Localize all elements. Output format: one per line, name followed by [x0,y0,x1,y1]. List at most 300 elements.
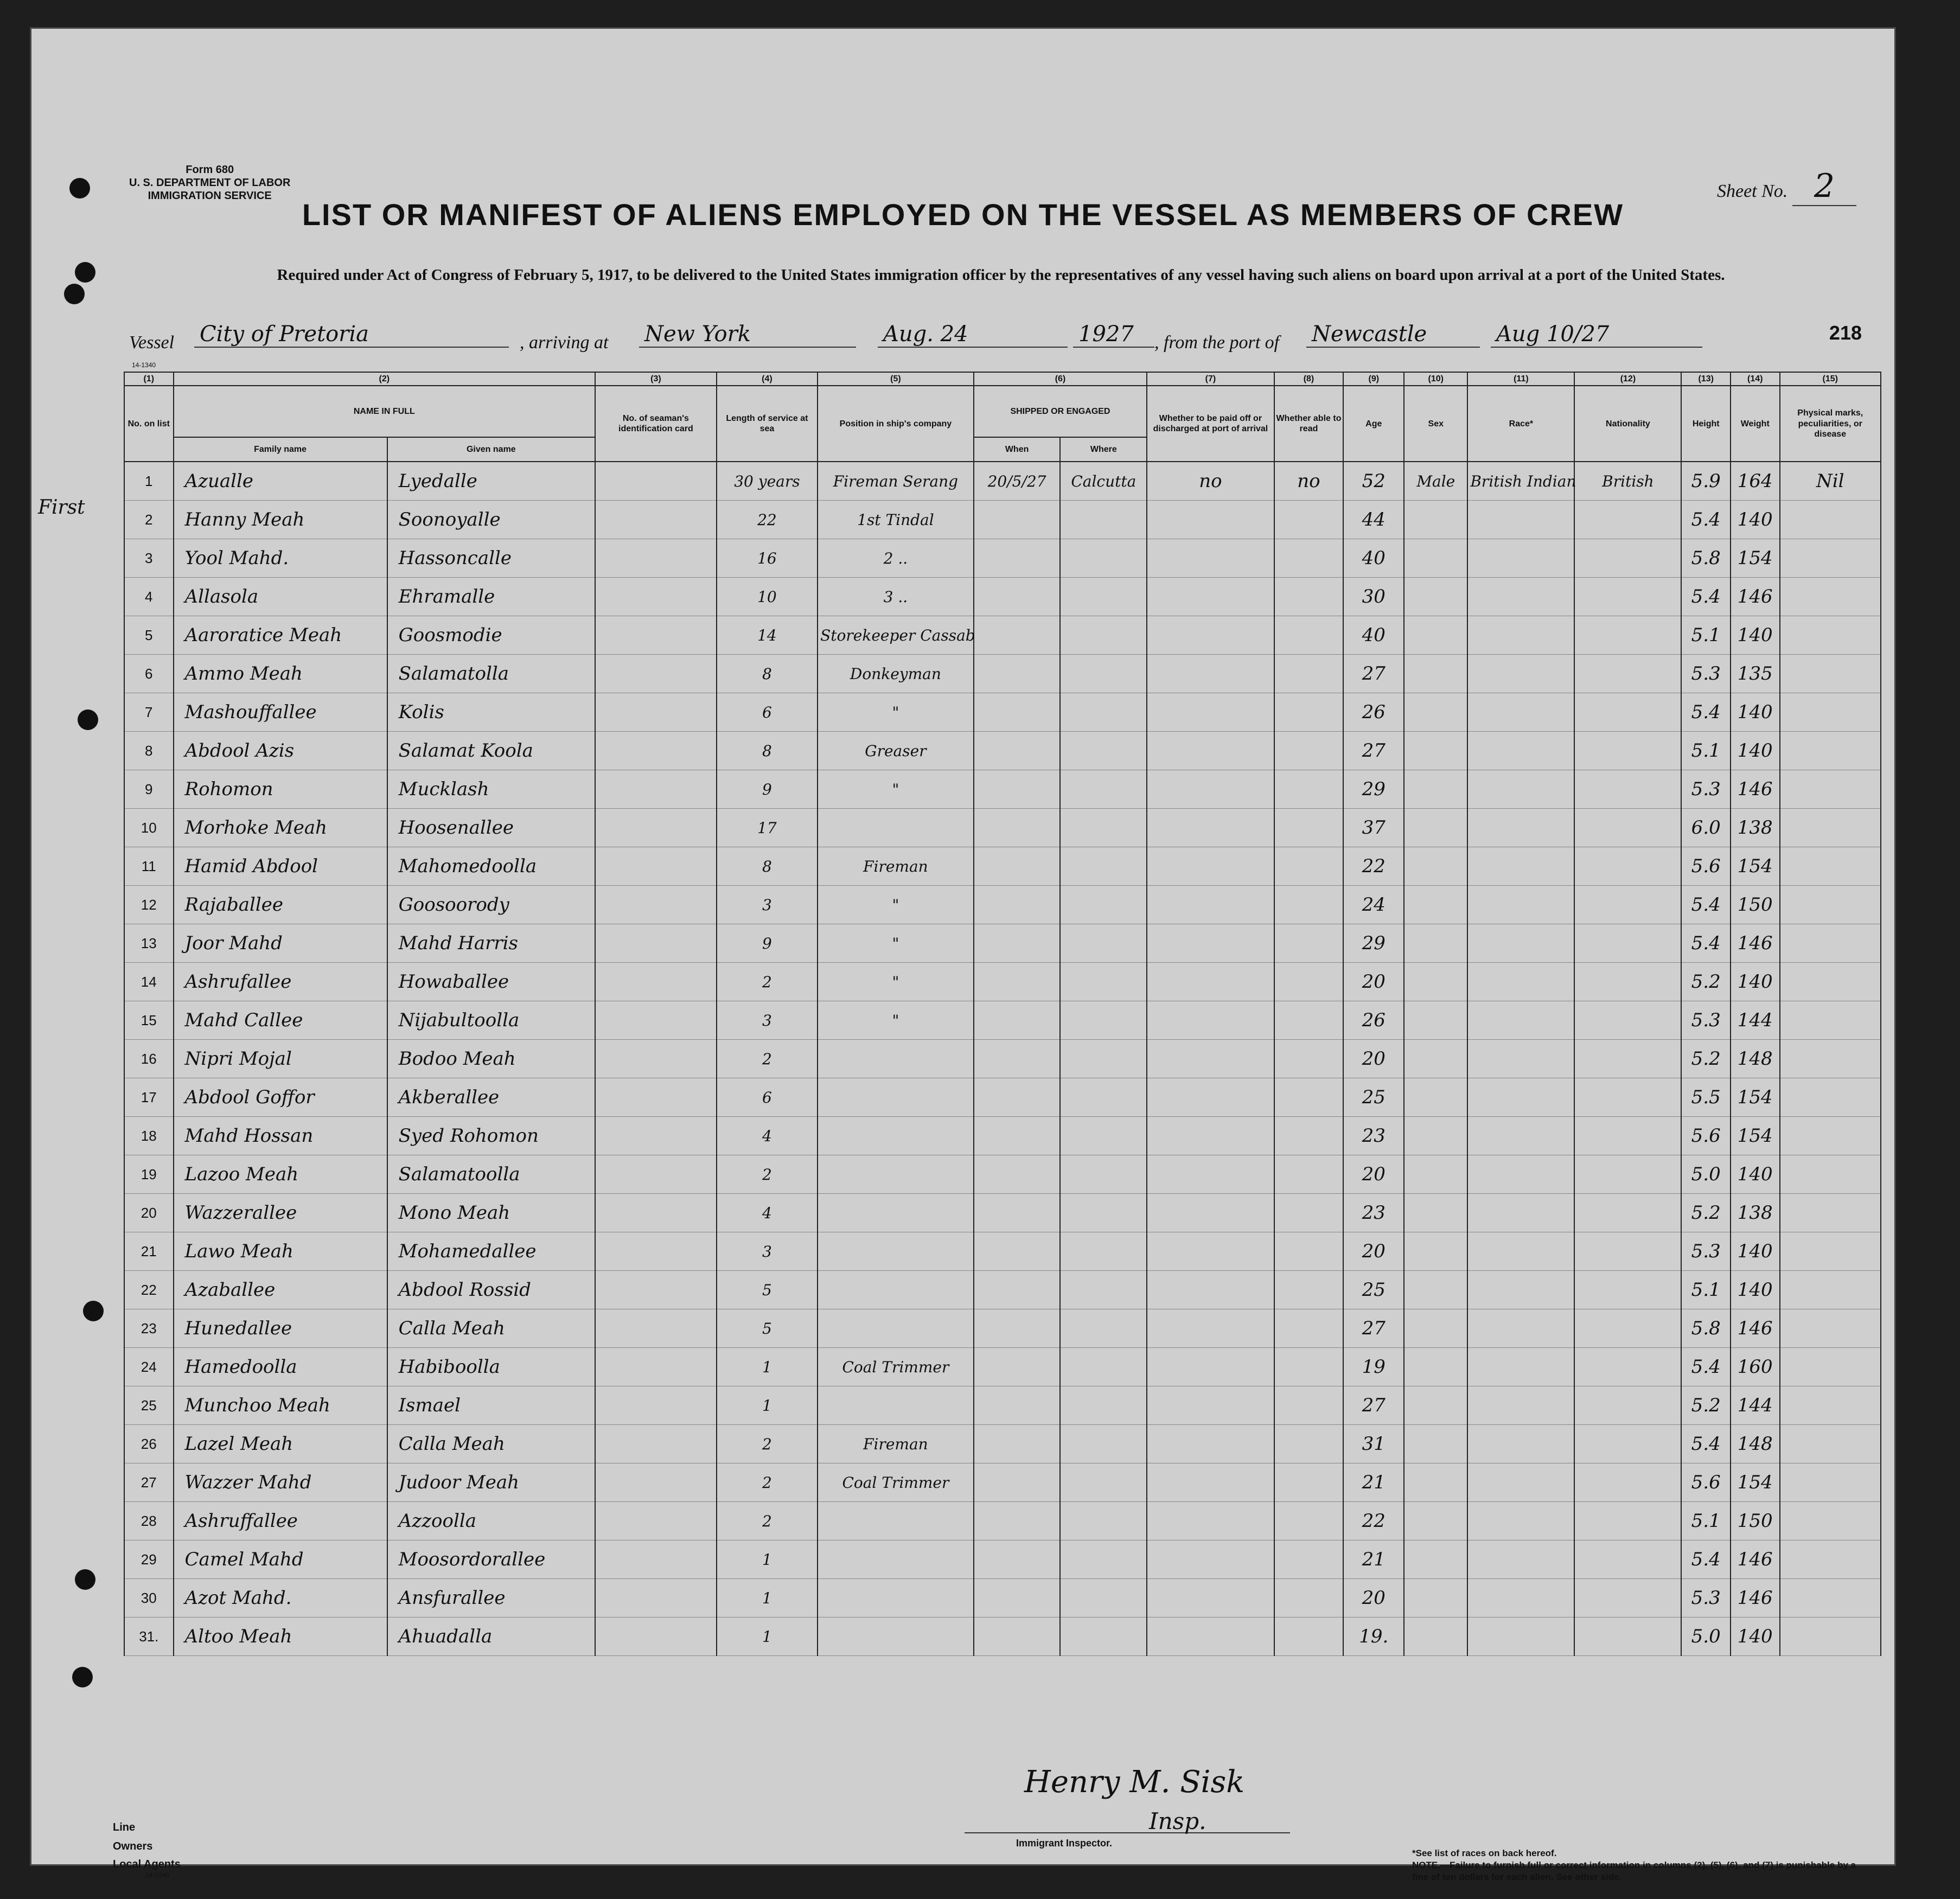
service-cell: 14 [717,616,818,655]
sheet-number-value: 2 [1792,167,1856,206]
sex-cell [1404,1309,1467,1348]
height-cell: 5.8 [1681,539,1731,578]
arrival-date: Aug. 24 [878,322,1068,348]
service-cell: 30 years [717,462,818,501]
age-cell: 23 [1343,1194,1404,1232]
given-name-cell: Salamatolla [387,655,595,693]
id-card-cell [595,539,717,578]
family-name-cell: Wazzerallee [174,1194,387,1232]
shipped-where-cell [1060,1309,1147,1348]
weight-cell: 146 [1731,1579,1780,1617]
family-name-cell: Mahd Hossan [174,1117,387,1155]
age-cell: 30 [1343,578,1404,616]
table-row [124,578,1881,616]
family-name-cell: Hanny Meah [174,501,387,539]
weight-cell: 140 [1731,1617,1780,1656]
no-cell: 8 [124,732,174,770]
weight-cell: 154 [1731,1117,1780,1155]
position-cell: Fireman [818,847,974,886]
id-card-cell [595,693,717,732]
marks-cell [1780,1194,1881,1232]
table-row [124,655,1881,693]
shipped-where-cell [1060,1040,1147,1078]
header-where: Where [1060,437,1147,462]
able-to-read-cell [1274,1617,1344,1656]
height-cell: 5.3 [1681,655,1731,693]
table-row [124,501,1881,539]
family-name-cell: Abdool Azis [174,732,387,770]
sex-cell [1404,963,1467,1001]
no-cell: 30 [124,1579,174,1617]
punch-hole [75,262,95,283]
shipped-when-cell [974,539,1061,578]
weight-cell: 146 [1731,1309,1780,1348]
marks-cell [1780,616,1881,655]
service-cell: 9 [717,770,818,809]
no-cell: 3 [124,539,174,578]
shipped-where-cell [1060,1540,1147,1579]
able-to-read-cell [1274,1425,1344,1463]
no-cell: 19 [124,1155,174,1194]
table-row [124,1386,1881,1425]
arriving-port: New York [639,322,856,348]
weight-cell: 148 [1731,1425,1780,1463]
col-num: (4) [717,372,818,386]
id-card-cell [595,1309,717,1348]
paid-off-cell [1147,1348,1274,1386]
able-to-read-cell [1274,1309,1344,1348]
arriving-label: , arriving at [520,333,609,353]
service-cell: 2 [717,1502,818,1540]
given-name-cell: Hoosenallee [387,809,595,847]
paid-off-cell [1147,1309,1274,1348]
paid-off-cell [1147,1040,1274,1078]
form-number: Form 680 [186,164,234,176]
position-cell: " [818,963,974,1001]
family-name-cell: Abdool Goffor [174,1078,387,1117]
vessel-label: Vessel [129,333,175,353]
position-cell [818,1117,974,1155]
print-code: 14-1340 [132,361,156,369]
inspector-label: Immigrant Inspector. [1016,1838,1113,1849]
marks-cell [1780,1309,1881,1348]
paid-off-cell [1147,1540,1274,1579]
crew-rows [124,462,1881,1656]
marks-cell [1780,1579,1881,1617]
paid-off-cell [1147,616,1274,655]
position-cell: " [818,886,974,924]
shipped-where-cell [1060,1194,1147,1232]
shipped-when-cell [974,693,1061,732]
marks-cell [1780,501,1881,539]
race-cell [1467,578,1574,616]
punch-hole [64,284,85,304]
service-cell: 2 [717,1463,818,1502]
position-cell [818,1579,974,1617]
nationality-cell [1574,1463,1681,1502]
weight-cell: 138 [1731,809,1780,847]
race-cell [1467,539,1574,578]
id-card-cell [595,1040,717,1078]
inspector-line [965,1832,1290,1833]
able-to-read-cell [1274,770,1344,809]
shipped-where-cell [1060,1155,1147,1194]
marks-cell [1780,1348,1881,1386]
table-row [124,462,1881,501]
family-name-cell: Lawo Meah [174,1232,387,1271]
weight-cell: 154 [1731,847,1780,886]
able-to-read-cell [1274,693,1344,732]
shipped-where-cell [1060,1617,1147,1656]
service-cell: 1 [717,1348,818,1386]
table-row [124,1579,1881,1617]
age-cell: 40 [1343,616,1404,655]
age-cell: 22 [1343,847,1404,886]
marks-cell [1780,847,1881,886]
position-cell [818,1271,974,1309]
id-card-cell [595,655,717,693]
position-cell [818,1617,974,1656]
shipped-where-cell [1060,693,1147,732]
header-height: Height [1681,386,1731,462]
race-cell [1467,693,1574,732]
given-name-cell: Goosmodie [387,616,595,655]
paid-off-cell [1147,1425,1274,1463]
table-row [124,809,1881,847]
given-name-cell: Nijabultoolla [387,1001,595,1040]
no-cell: 12 [124,886,174,924]
given-name-cell: Moosordorallee [387,1540,595,1579]
shipped-when-cell: 20/5/27 [974,462,1061,501]
line-label: Line [113,1821,136,1833]
race-cell [1467,809,1574,847]
sex-cell: Male [1404,462,1467,501]
family-name-cell: Camel Mahd [174,1540,387,1579]
weight-cell: 146 [1731,924,1780,963]
family-name-cell: Ashrufallee [174,963,387,1001]
service-cell: 9 [717,924,818,963]
service-cell: 6 [717,693,818,732]
shipped-when-cell [974,578,1061,616]
paid-off-cell [1147,501,1274,539]
weight-cell: 140 [1731,963,1780,1001]
weight-cell: 148 [1731,1040,1780,1078]
marks-cell [1780,1155,1881,1194]
age-cell: 21 [1343,1463,1404,1502]
family-name-cell: Hunedallee [174,1309,387,1348]
paid-off-cell [1147,1386,1274,1425]
table-row [124,1348,1881,1386]
sex-cell [1404,924,1467,963]
table-row [124,1309,1881,1348]
table-row [124,886,1881,924]
no-cell: 9 [124,770,174,809]
paid-off-cell [1147,1194,1274,1232]
height-cell: 5.6 [1681,1117,1731,1155]
shipped-when-cell [974,1271,1061,1309]
paid-off-cell [1147,1579,1274,1617]
sex-cell [1404,1194,1467,1232]
margin-note: First [38,496,85,519]
id-card-cell [595,963,717,1001]
position-cell [818,809,974,847]
height-cell: 5.1 [1681,616,1731,655]
department-name: U. S. DEPARTMENT OF LABOR [129,177,291,189]
race-cell [1467,1040,1574,1078]
height-cell: 5.2 [1681,1386,1731,1425]
shipped-when-cell [974,770,1061,809]
nationality-cell [1574,1232,1681,1271]
given-name-cell: Hassoncalle [387,539,595,578]
sex-cell [1404,1001,1467,1040]
sex-cell [1404,886,1467,924]
age-cell: 20 [1343,1579,1404,1617]
age-cell: 31 [1343,1425,1404,1463]
marks-cell [1780,770,1881,809]
id-card-cell [595,1155,717,1194]
age-cell: 20 [1343,1232,1404,1271]
footnote [1412,1847,1857,1883]
given-name-cell: Abdool Rossid [387,1271,595,1309]
table-row [124,1117,1881,1155]
position-cell [818,1540,974,1579]
shipped-where-cell [1060,1348,1147,1386]
no-cell: 17 [124,1078,174,1117]
age-cell: 27 [1343,1309,1404,1348]
position-cell [818,1232,974,1271]
header-sex: Sex [1404,386,1467,462]
family-name-cell: Aaroratice Meah [174,616,387,655]
marks-cell [1780,1078,1881,1117]
service-cell: 3 [717,1232,818,1271]
shipped-when-cell [974,1540,1061,1579]
marks-cell [1780,1463,1881,1502]
paid-off-cell [1147,1502,1274,1540]
paid-off-cell [1147,693,1274,732]
given-name-cell: Akberallee [387,1078,595,1117]
col-num: (13) [1681,372,1731,386]
departure-date: Aug 10/27 [1491,322,1702,348]
header-shipped-or-engaged: SHIPPED OR ENGAGED [974,386,1147,437]
height-cell: 5.1 [1681,1271,1731,1309]
weight-cell: 135 [1731,655,1780,693]
nationality-cell [1574,693,1681,732]
marks-cell [1780,1425,1881,1463]
shipped-where-cell [1060,963,1147,1001]
given-name-cell: Mahd Harris [387,924,595,963]
age-cell: 25 [1343,1078,1404,1117]
race-cell [1467,1348,1574,1386]
race-cell: British Indian [1467,462,1574,501]
shipped-when-cell [974,616,1061,655]
given-name-cell: Ismael [387,1386,595,1425]
table-row [124,1194,1881,1232]
able-to-read-cell [1274,501,1344,539]
no-cell: 20 [124,1194,174,1232]
given-name-cell: Judoor Meah [387,1463,595,1502]
id-card-cell [595,847,717,886]
service-cell: 8 [717,655,818,693]
race-cell [1467,847,1574,886]
shipped-where-cell [1060,616,1147,655]
id-card-cell [595,1463,717,1502]
table-row [124,693,1881,732]
punch-hole [69,178,90,199]
col-num: (9) [1343,372,1404,386]
height-cell: 5.2 [1681,1040,1731,1078]
header-no-on-list: No. on list [124,386,174,462]
vessel-name: City of Pretoria [194,322,509,348]
race-cell [1467,1425,1574,1463]
family-name-cell: Mahd Callee [174,1001,387,1040]
service-cell: 1 [717,1540,818,1579]
able-to-read-cell: no [1274,462,1344,501]
able-to-read-cell [1274,1463,1344,1502]
height-cell: 5.4 [1681,693,1731,732]
no-cell: 31. [124,1617,174,1656]
shipped-where-cell [1060,770,1147,809]
table-row [124,1232,1881,1271]
table-row [124,924,1881,963]
nationality-cell [1574,1078,1681,1117]
col-num: (7) [1147,372,1274,386]
sex-cell [1404,1232,1467,1271]
col-num: (5) [818,372,974,386]
family-name-cell: Yool Mahd. [174,539,387,578]
position-cell [818,1040,974,1078]
nationality-cell [1574,1617,1681,1656]
family-name-cell: Azot Mahd. [174,1579,387,1617]
given-name-cell: Mucklash [387,770,595,809]
shipped-where-cell [1060,1078,1147,1117]
header-name-in-full: NAME IN FULL [174,386,596,437]
sex-cell [1404,1155,1467,1194]
given-name-cell: Syed Rohomon [387,1117,595,1155]
nationality-cell [1574,847,1681,886]
shipped-where-cell [1060,578,1147,616]
table-row [124,963,1881,1001]
family-name-cell: Rohomon [174,770,387,809]
able-to-read-cell [1274,1271,1344,1309]
race-cell [1467,732,1574,770]
paid-off-cell [1147,1001,1274,1040]
given-name-cell: Soonoyalle [387,501,595,539]
able-to-read-cell [1274,1348,1344,1386]
sex-cell [1404,847,1467,886]
height-cell: 5.3 [1681,770,1731,809]
age-cell: 37 [1343,809,1404,847]
marks-cell [1780,1271,1881,1309]
paid-off-cell [1147,1078,1274,1117]
position-cell: Coal Trimmer [818,1463,974,1502]
family-name-cell: Wazzer Mahd [174,1463,387,1502]
position-cell: Coal Trimmer [818,1348,974,1386]
local-agents-label: Local Agents [113,1858,181,1870]
shipped-when-cell [974,1463,1061,1502]
no-cell: 25 [124,1386,174,1425]
able-to-read-cell [1274,732,1344,770]
sex-cell [1404,655,1467,693]
race-cell [1467,1001,1574,1040]
header-id-card: No. of seaman's identification card [595,386,717,462]
table-row [124,770,1881,809]
table-row [124,539,1881,578]
table-row [124,616,1881,655]
id-card-cell [595,578,717,616]
marks-cell: Nil [1780,462,1881,501]
weight-cell: 140 [1731,1232,1780,1271]
shipped-where-cell [1060,1463,1147,1502]
header-family-name: Family name [174,437,387,462]
id-card-cell [595,924,717,963]
position-cell: Storekeeper Cassab [818,616,974,655]
height-cell: 5.8 [1681,1309,1731,1348]
no-cell: 5 [124,616,174,655]
family-name-cell: Lazoo Meah [174,1155,387,1194]
position-cell [818,1502,974,1540]
header-position: Position in ship's company [818,386,974,462]
weight-cell: 154 [1731,1078,1780,1117]
weight-cell: 140 [1731,1155,1780,1194]
no-cell: 21 [124,1232,174,1271]
race-cell [1467,1463,1574,1502]
id-card-cell [595,1348,717,1386]
given-name-cell: Habiboolla [387,1348,595,1386]
col-num: (15) [1780,372,1881,386]
no-cell: 6 [124,655,174,693]
position-cell: 2 .. [818,539,974,578]
family-name-cell: Hamid Abdool [174,847,387,886]
shipped-where-cell [1060,847,1147,886]
sheet-number-label: Sheet No. [1717,181,1788,201]
service-cell: 1 [717,1579,818,1617]
sex-cell [1404,732,1467,770]
able-to-read-cell [1274,1579,1344,1617]
paid-off-cell [1147,963,1274,1001]
position-cell: " [818,693,974,732]
shipped-where-cell [1060,1425,1147,1463]
col-num: (12) [1574,372,1681,386]
page-number: 218 [1829,322,1862,344]
shipped-when-cell [974,1579,1061,1617]
inspector-title: Insp. [1149,1808,1206,1834]
height-cell: 5.6 [1681,847,1731,886]
id-card-cell [595,1078,717,1117]
service-cell: 10 [717,578,818,616]
nationality-cell [1574,1001,1681,1040]
weight-cell: 138 [1731,1194,1780,1232]
service-cell: 2 [717,1155,818,1194]
service-cell: 4 [717,1194,818,1232]
sex-cell [1404,809,1467,847]
race-cell [1467,886,1574,924]
marks-cell [1780,539,1881,578]
given-name-cell: Ahuadalla [387,1617,595,1656]
nationality-cell: British [1574,462,1681,501]
weight-cell: 154 [1731,1463,1780,1502]
service-cell: 2 [717,963,818,1001]
family-name-cell: Lazel Meah [174,1425,387,1463]
marks-cell [1780,963,1881,1001]
age-cell: 22 [1343,1502,1404,1540]
nationality-cell [1574,501,1681,539]
id-card-cell [595,1617,717,1656]
marks-cell [1780,886,1881,924]
nationality-cell [1574,1386,1681,1425]
no-cell: 11 [124,847,174,886]
shipped-when-cell [974,1117,1061,1155]
no-cell: 4 [124,578,174,616]
